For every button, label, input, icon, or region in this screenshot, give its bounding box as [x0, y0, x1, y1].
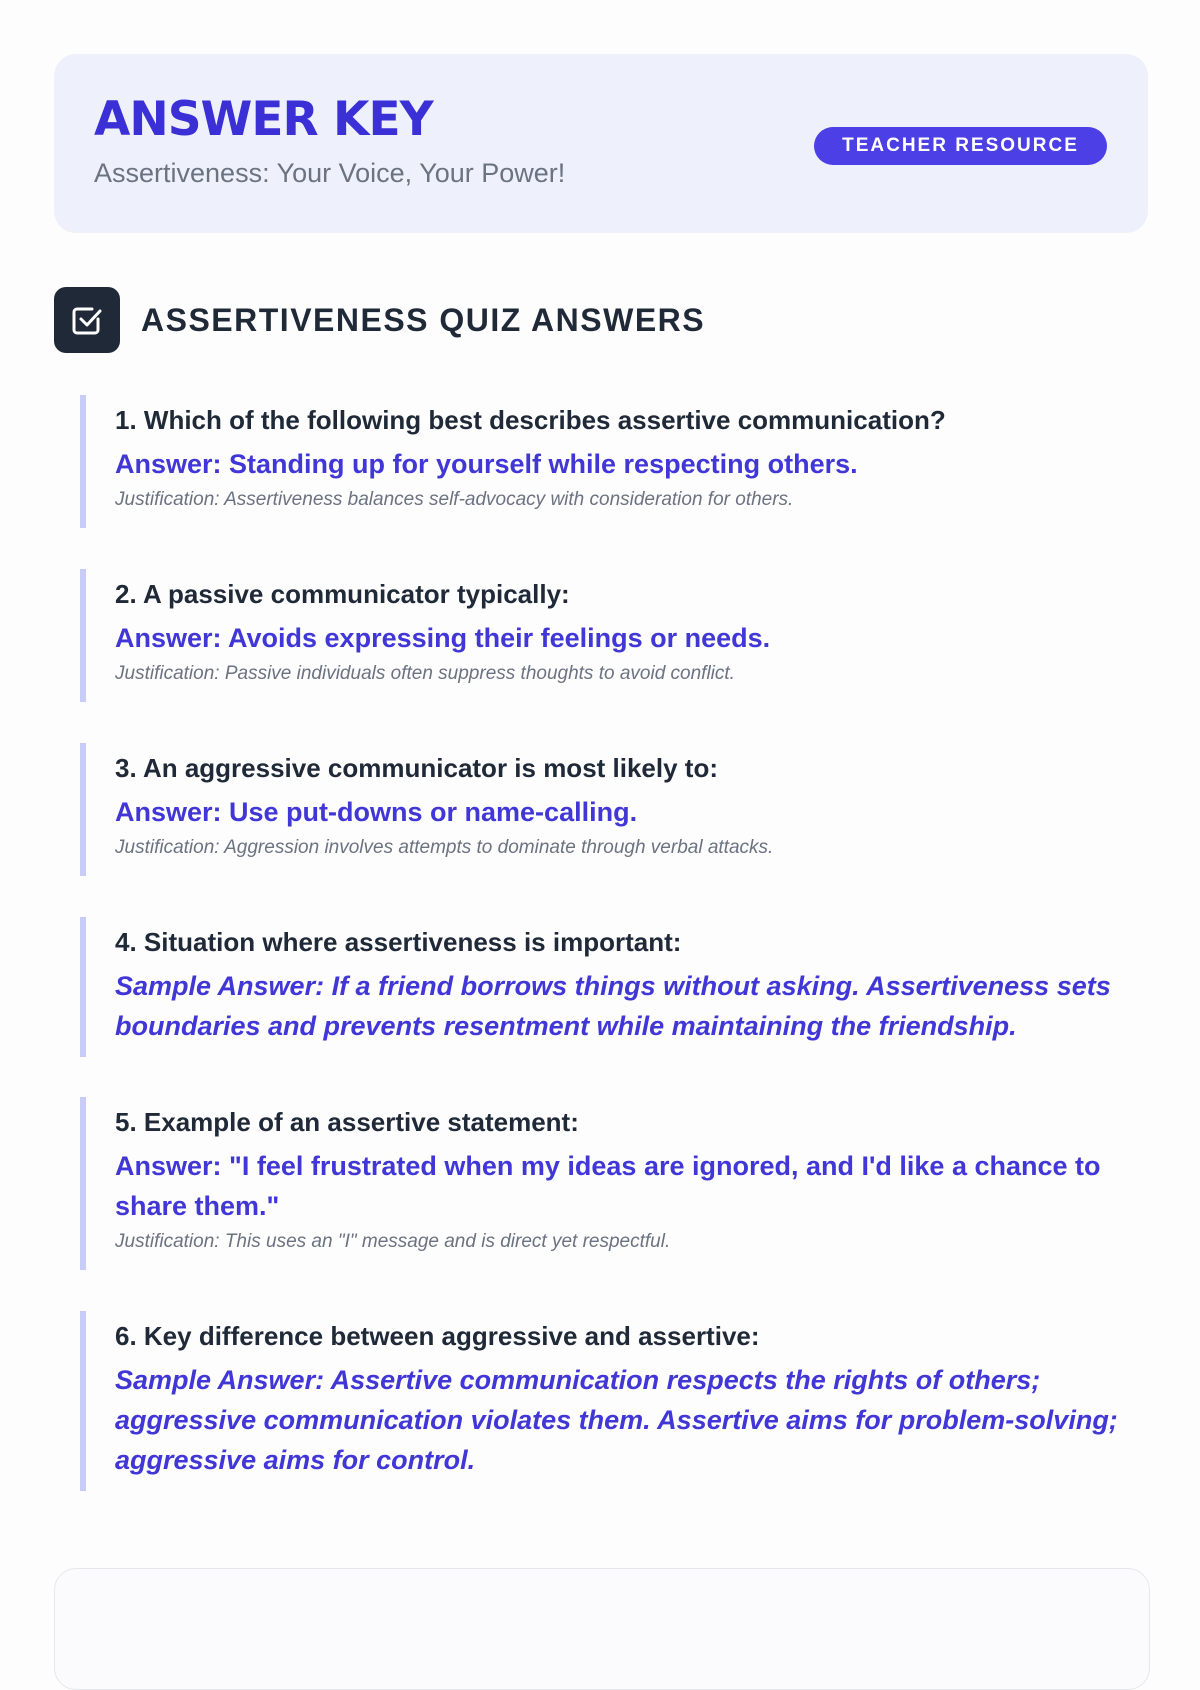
quiz-item-4 [80, 917, 1140, 1057]
checkbox-icon [54, 287, 120, 353]
justification-text: Justification: Assertiveness balances self-advocacy with consideration for others. [115, 489, 794, 510]
next-section-card [54, 1568, 1150, 1690]
question-text: 5. Example of an assertive statement: [115, 1107, 579, 1137]
header-card [54, 54, 1148, 233]
quiz-item-5 [80, 1097, 1140, 1270]
sample-answer-text: Sample Answer: Assertive communication respects the rights of others; aggressive communication violates them. Assertive aims for problem-solving; aggressive aims for control. [115, 1365, 1118, 1475]
section-title: ASSERTIVENESS QUIZ ANSWERS [141, 301, 706, 338]
question-text: 2. A passive communicator typically: [115, 579, 570, 609]
quiz-item-2 [80, 569, 1140, 702]
answer-text: Answer: Avoids expressing their feelings or needs. [115, 623, 771, 653]
question-text: 3. An aggressive communicator is most likely to: [115, 753, 719, 783]
justification-text: Justification: Aggression involves attempts to dominate through verbal attacks. [115, 837, 774, 858]
answer-text: Answer: Standing up for yourself while respecting others. [115, 449, 858, 479]
question-text: 1. Which of the following best describes assertive communication? [115, 405, 946, 435]
answer-text: Answer: "I feel frustrated when my ideas are ignored, and I'd like a chance to share them." [115, 1151, 1101, 1221]
quiz-item-1 [80, 395, 1140, 528]
quiz-item-3 [80, 743, 1140, 876]
quiz-item-6 [80, 1311, 1140, 1491]
question-text: 4. Situation where assertiveness is important: [115, 927, 682, 957]
justification-text: Justification: Passive individuals often suppress thoughts to avoid conflict. [115, 663, 735, 684]
page-subtitle: Assertiveness: Your Voice, Your Power! [94, 158, 566, 188]
section-header [54, 287, 705, 353]
sample-answer-text: Sample Answer: If a friend borrows things without asking. Assertiveness sets boundaries and prevents resentment while maintaining the friendship. [115, 971, 1111, 1041]
answer-text: Answer: Use put-downs or name-calling. [115, 797, 638, 827]
question-text: 6. Key difference between aggressive and assertive: [115, 1321, 760, 1351]
justification-text: Justification: This uses an "I" message and is direct yet respectful. [115, 1231, 671, 1252]
page-title: ANSWER KEY [94, 92, 433, 147]
teacher-resource-badge: TEACHER RESOURCE [814, 127, 1107, 165]
